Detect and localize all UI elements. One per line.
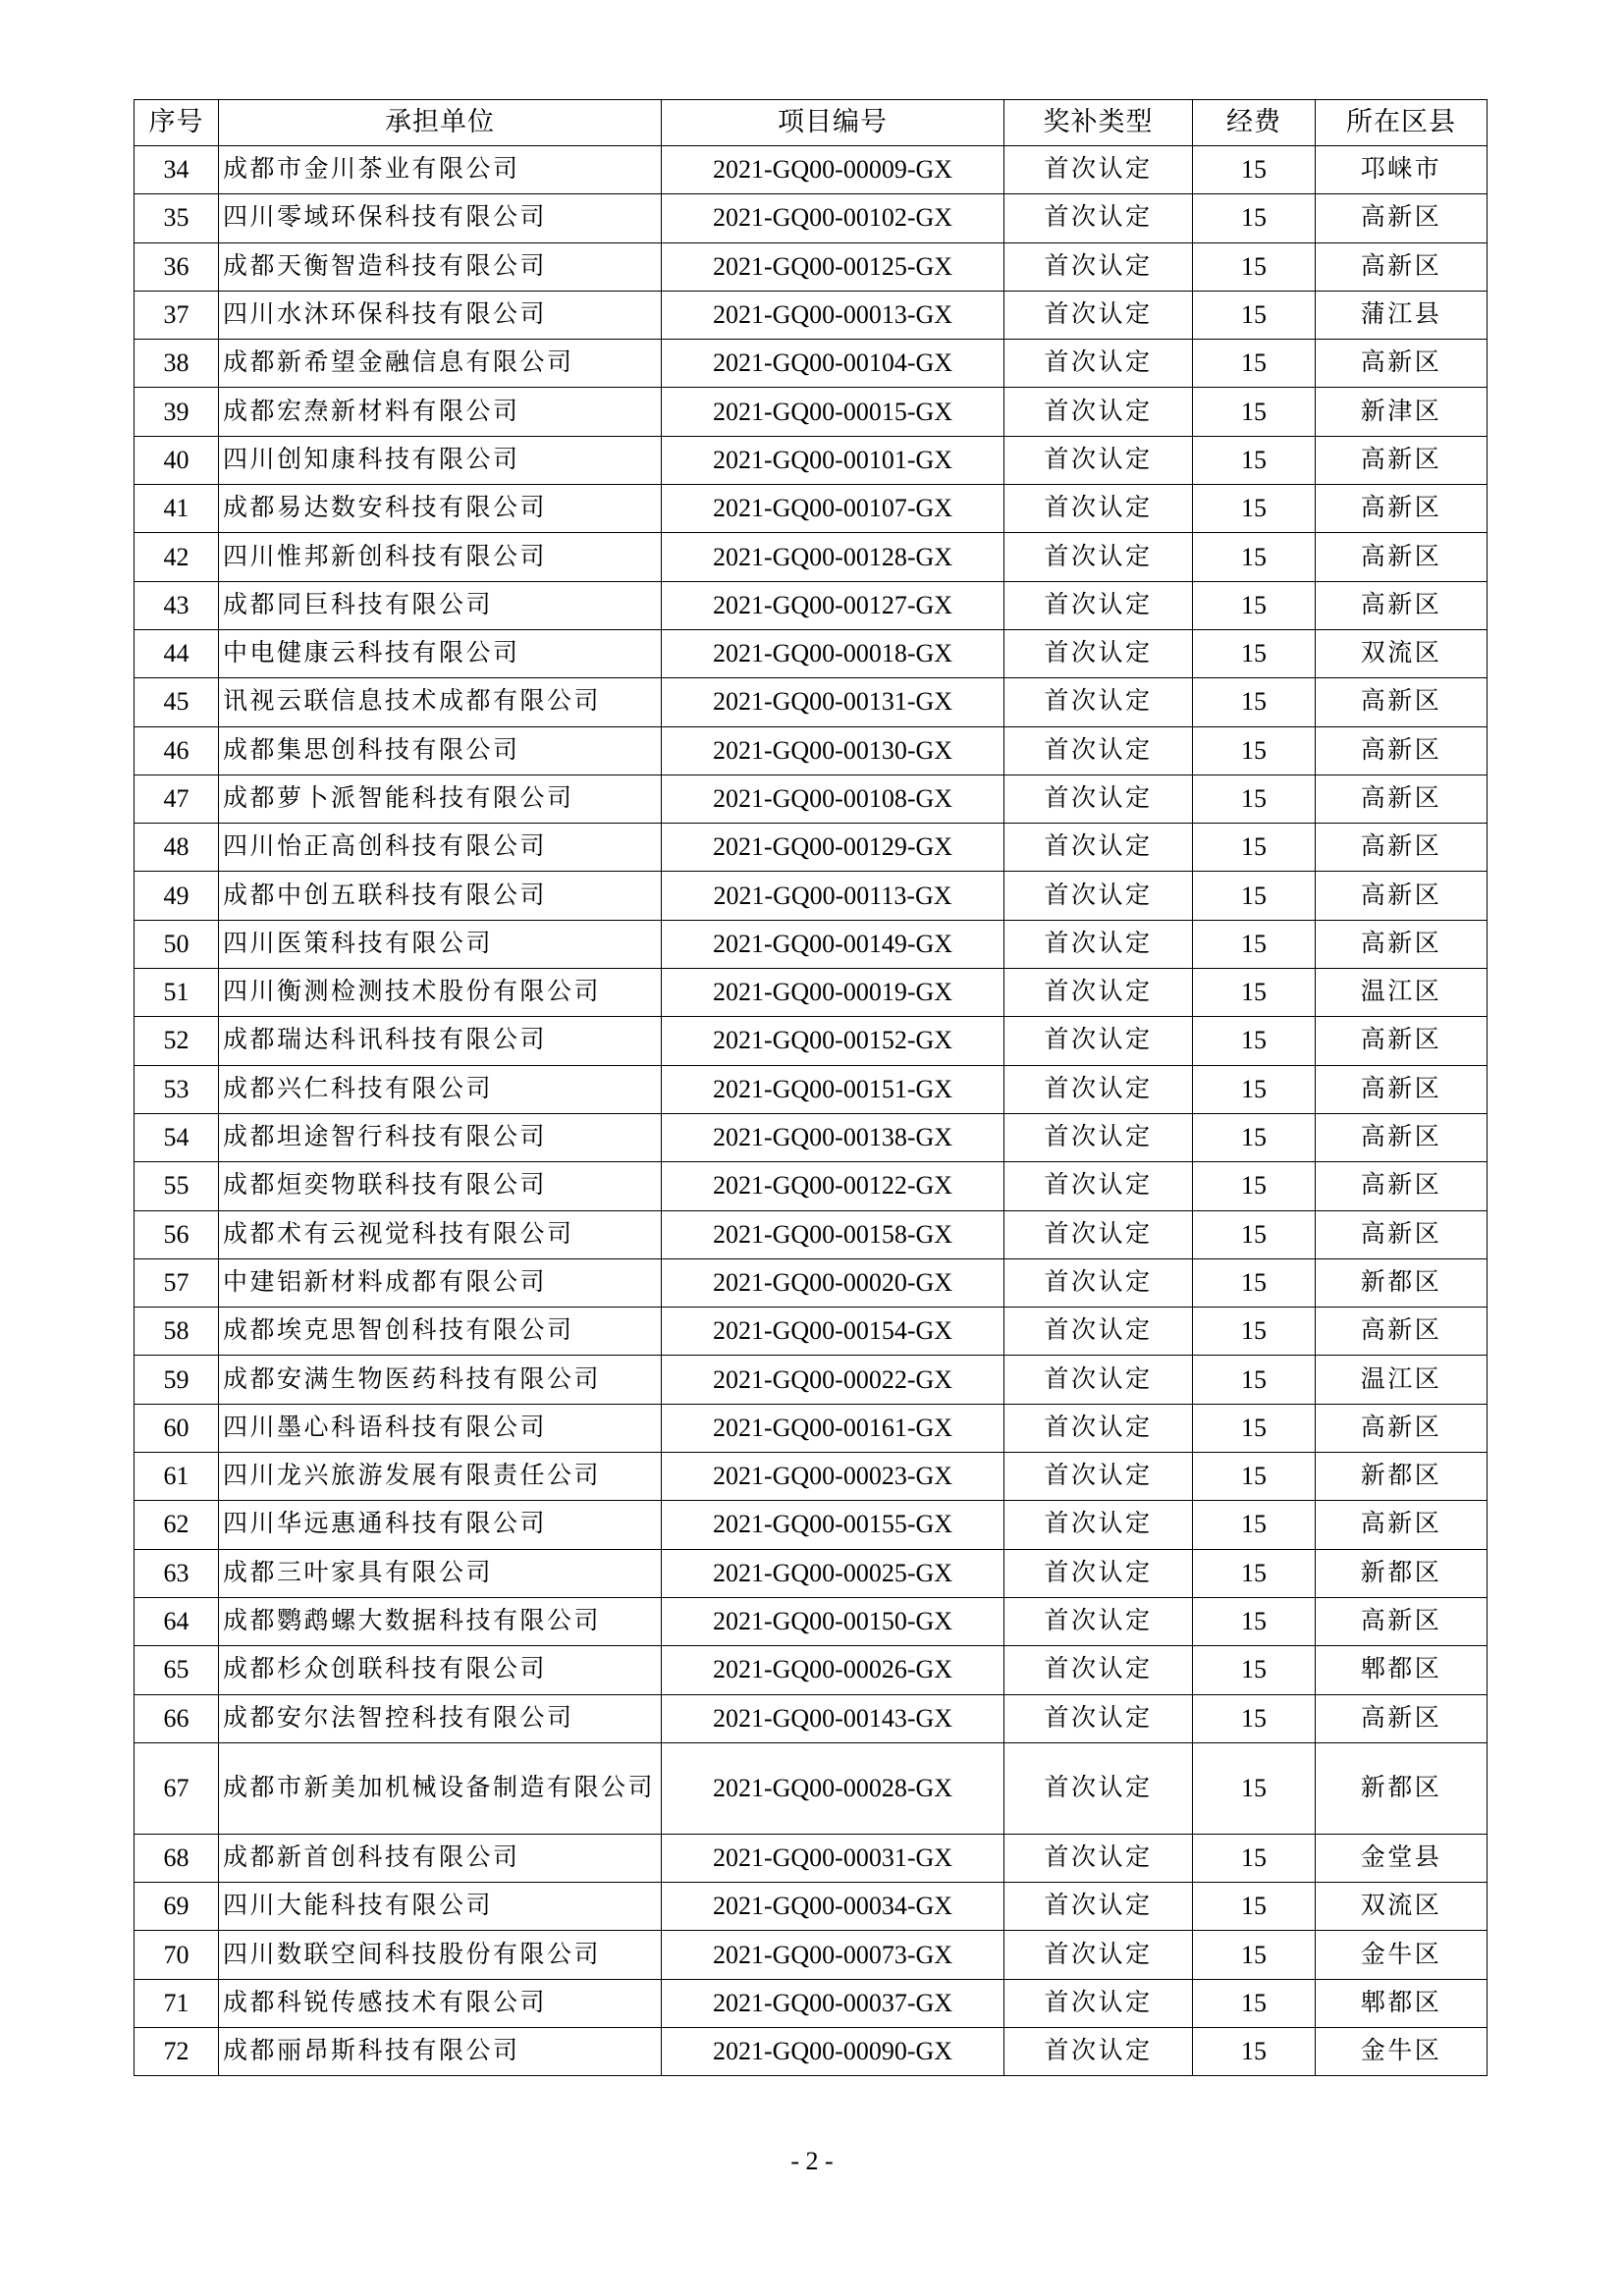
unit-cell: 成都瑞达科讯科技有限公司	[219, 1017, 662, 1065]
project-code-cell: 2021-GQ00-00101-GX	[662, 436, 1004, 484]
district-cell: 高新区	[1316, 678, 1488, 726]
unit-cell: 四川衡测检测技术股份有限公司	[219, 969, 662, 1017]
unit-cell: 成都安尔法智控科技有限公司	[219, 1694, 662, 1742]
project-code-cell: 2021-GQ00-00150-GX	[662, 1597, 1004, 1645]
table-row	[135, 388, 1488, 436]
subsidy-type-cell: 首次认定	[1004, 388, 1193, 436]
unit-cell: 成都兴仁科技有限公司	[219, 1065, 662, 1113]
funding-cell: 15	[1193, 1210, 1316, 1258]
serial-cell: 47	[135, 774, 219, 823]
serial-cell: 44	[135, 629, 219, 677]
funding-cell: 15	[1193, 629, 1316, 677]
subsidy-type-cell: 首次认定	[1004, 1742, 1193, 1834]
subsidy-type-cell: 首次认定	[1004, 872, 1193, 920]
district-cell: 高新区	[1316, 1162, 1488, 1210]
funding-cell: 15	[1193, 726, 1316, 774]
unit-cell: 成都宏焘新材料有限公司	[219, 388, 662, 436]
district-cell: 高新区	[1316, 872, 1488, 920]
table-row	[135, 726, 1488, 774]
unit-cell: 成都易达数安科技有限公司	[219, 485, 662, 533]
district-cell: 高新区	[1316, 1210, 1488, 1258]
serial-cell: 45	[135, 678, 219, 726]
district-cell: 温江区	[1316, 1356, 1488, 1404]
table-row	[135, 291, 1488, 339]
funding-cell: 15	[1193, 581, 1316, 629]
unit-cell: 成都市金川茶业有限公司	[219, 146, 662, 194]
district-cell: 高新区	[1316, 1065, 1488, 1113]
table-row	[135, 1453, 1488, 1501]
funding-cell: 15	[1193, 678, 1316, 726]
serial-cell: 59	[135, 1356, 219, 1404]
unit-cell: 成都三叶家具有限公司	[219, 1549, 662, 1597]
unit-cell: 四川医策科技有限公司	[219, 920, 662, 968]
subsidy-type-cell: 首次认定	[1004, 1113, 1193, 1161]
serial-cell: 61	[135, 1453, 219, 1501]
funding-cell: 15	[1193, 388, 1316, 436]
project-code-cell: 2021-GQ00-00129-GX	[662, 824, 1004, 872]
unit-cell: 成都市新美加机械设备制造有限公司	[219, 1742, 662, 1834]
table-row	[135, 824, 1488, 872]
project-code-cell: 2021-GQ00-00149-GX	[662, 920, 1004, 968]
funding-cell: 15	[1193, 1694, 1316, 1742]
district-cell: 新都区	[1316, 1453, 1488, 1501]
header-project-code: 项目编号	[662, 100, 1004, 146]
funding-cell: 15	[1193, 340, 1316, 388]
table-row	[135, 242, 1488, 291]
district-cell: 金牛区	[1316, 2027, 1488, 2075]
district-cell: 蒲江县	[1316, 291, 1488, 339]
project-code-cell: 2021-GQ00-00026-GX	[662, 1646, 1004, 1694]
header-row	[135, 100, 1488, 146]
subsidy-type-cell: 首次认定	[1004, 1549, 1193, 1597]
table-row	[135, 1065, 1488, 1113]
unit-cell: 四川数联空间科技股份有限公司	[219, 1931, 662, 1979]
project-code-cell: 2021-GQ00-00152-GX	[662, 1017, 1004, 1065]
table-row	[135, 1017, 1488, 1065]
project-code-cell: 2021-GQ00-00104-GX	[662, 340, 1004, 388]
funding-cell: 15	[1193, 485, 1316, 533]
table-row	[135, 1404, 1488, 1452]
subsidy-type-cell: 首次认定	[1004, 1597, 1193, 1645]
project-code-cell: 2021-GQ00-00015-GX	[662, 388, 1004, 436]
project-code-cell: 2021-GQ00-00073-GX	[662, 1931, 1004, 1979]
unit-cell: 成都术有云视觉科技有限公司	[219, 1210, 662, 1258]
serial-cell: 35	[135, 194, 219, 242]
unit-cell: 四川龙兴旅游发展有限责任公司	[219, 1453, 662, 1501]
project-code-cell: 2021-GQ00-00031-GX	[662, 1834, 1004, 1882]
table-row	[135, 969, 1488, 1017]
subsidy-type-cell: 首次认定	[1004, 194, 1193, 242]
unit-cell: 四川墨心科语科技有限公司	[219, 1404, 662, 1452]
funding-cell: 15	[1193, 1017, 1316, 1065]
serial-cell: 68	[135, 1834, 219, 1882]
table-row	[135, 1113, 1488, 1161]
serial-cell: 48	[135, 824, 219, 872]
funding-cell: 15	[1193, 1162, 1316, 1210]
funding-cell: 15	[1193, 1258, 1316, 1307]
funding-cell: 15	[1193, 969, 1316, 1017]
table-row	[135, 1210, 1488, 1258]
unit-cell: 讯视云联信息技术成都有限公司	[219, 678, 662, 726]
funding-cell: 15	[1193, 1356, 1316, 1404]
unit-cell: 四川怡正高创科技有限公司	[219, 824, 662, 872]
project-code-cell: 2021-GQ00-00128-GX	[662, 533, 1004, 581]
serial-cell: 51	[135, 969, 219, 1017]
funding-cell: 15	[1193, 1597, 1316, 1645]
table-row	[135, 1834, 1488, 1882]
district-cell: 新津区	[1316, 388, 1488, 436]
table-row	[135, 1742, 1488, 1834]
project-code-cell: 2021-GQ00-00025-GX	[662, 1549, 1004, 1597]
project-code-cell: 2021-GQ00-00013-GX	[662, 291, 1004, 339]
table-row	[135, 340, 1488, 388]
table-row	[135, 774, 1488, 823]
project-code-cell: 2021-GQ00-00151-GX	[662, 1065, 1004, 1113]
serial-cell: 72	[135, 2027, 219, 2075]
project-code-cell: 2021-GQ00-00131-GX	[662, 678, 1004, 726]
district-cell: 邛崃市	[1316, 146, 1488, 194]
subsidy-type-cell: 首次认定	[1004, 726, 1193, 774]
subsidy-type-cell: 首次认定	[1004, 533, 1193, 581]
serial-cell: 69	[135, 1883, 219, 1931]
funding-cell: 15	[1193, 824, 1316, 872]
district-cell: 金堂县	[1316, 1834, 1488, 1882]
table-row	[135, 678, 1488, 726]
subsidy-type-cell: 首次认定	[1004, 969, 1193, 1017]
funding-cell: 15	[1193, 1979, 1316, 2027]
subsidy-type-cell: 首次认定	[1004, 1453, 1193, 1501]
unit-cell: 中建铝新材料成都有限公司	[219, 1258, 662, 1307]
project-code-cell: 2021-GQ00-00022-GX	[662, 1356, 1004, 1404]
project-code-cell: 2021-GQ00-00154-GX	[662, 1308, 1004, 1356]
funding-cell: 15	[1193, 1834, 1316, 1882]
table-row	[135, 1931, 1488, 1979]
project-code-cell: 2021-GQ00-00113-GX	[662, 872, 1004, 920]
serial-cell: 57	[135, 1258, 219, 1307]
district-cell: 高新区	[1316, 1113, 1488, 1161]
serial-cell: 58	[135, 1308, 219, 1356]
serial-cell: 63	[135, 1549, 219, 1597]
subsidy-type-cell: 首次认定	[1004, 581, 1193, 629]
district-cell: 双流区	[1316, 629, 1488, 677]
serial-cell: 60	[135, 1404, 219, 1452]
subsidy-type-cell: 首次认定	[1004, 824, 1193, 872]
subsidy-type-cell: 首次认定	[1004, 1065, 1193, 1113]
funding-cell: 15	[1193, 774, 1316, 823]
funding-cell: 15	[1193, 194, 1316, 242]
funding-cell: 15	[1193, 1404, 1316, 1452]
unit-cell: 四川创知康科技有限公司	[219, 436, 662, 484]
unit-cell: 成都丽昂斯科技有限公司	[219, 2027, 662, 2075]
unit-cell: 四川惟邦新创科技有限公司	[219, 533, 662, 581]
subsidy-type-cell: 首次认定	[1004, 1501, 1193, 1549]
unit-cell: 中电健康云科技有限公司	[219, 629, 662, 677]
table-row	[135, 1258, 1488, 1307]
serial-cell: 53	[135, 1065, 219, 1113]
project-code-cell: 2021-GQ00-00102-GX	[662, 194, 1004, 242]
project-table	[134, 99, 1488, 2076]
header-district: 所在区县	[1316, 100, 1488, 146]
funding-cell: 15	[1193, 1453, 1316, 1501]
header-serial: 序号	[135, 100, 219, 146]
project-code-cell: 2021-GQ00-00034-GX	[662, 1883, 1004, 1931]
table-row	[135, 1694, 1488, 1742]
serial-cell: 64	[135, 1597, 219, 1645]
funding-cell: 15	[1193, 1931, 1316, 1979]
subsidy-type-cell: 首次认定	[1004, 1979, 1193, 2027]
unit-cell: 成都天衡智造科技有限公司	[219, 242, 662, 291]
subsidy-type-cell: 首次认定	[1004, 1258, 1193, 1307]
serial-cell: 43	[135, 581, 219, 629]
serial-cell: 34	[135, 146, 219, 194]
table-row	[135, 1979, 1488, 2027]
unit-cell: 四川大能科技有限公司	[219, 1883, 662, 1931]
table-row	[135, 194, 1488, 242]
district-cell: 高新区	[1316, 1404, 1488, 1452]
district-cell: 高新区	[1316, 485, 1488, 533]
unit-cell: 成都同巨科技有限公司	[219, 581, 662, 629]
funding-cell: 15	[1193, 1113, 1316, 1161]
header-funding: 经费	[1193, 100, 1316, 146]
serial-cell: 52	[135, 1017, 219, 1065]
district-cell: 新都区	[1316, 1742, 1488, 1834]
funding-cell: 15	[1193, 146, 1316, 194]
project-code-cell: 2021-GQ00-00107-GX	[662, 485, 1004, 533]
table-row	[135, 1308, 1488, 1356]
project-code-cell: 2021-GQ00-00130-GX	[662, 726, 1004, 774]
subsidy-type-cell: 首次认定	[1004, 1356, 1193, 1404]
table-row	[135, 485, 1488, 533]
unit-cell: 成都坦途智行科技有限公司	[219, 1113, 662, 1161]
funding-cell: 15	[1193, 1646, 1316, 1694]
funding-cell: 15	[1193, 291, 1316, 339]
header-subsidy-type: 奖补类型	[1004, 100, 1193, 146]
table-row	[135, 872, 1488, 920]
subsidy-type-cell: 首次认定	[1004, 1694, 1193, 1742]
project-code-cell: 2021-GQ00-00090-GX	[662, 2027, 1004, 2075]
subsidy-type-cell: 首次认定	[1004, 146, 1193, 194]
district-cell: 高新区	[1316, 920, 1488, 968]
district-cell: 双流区	[1316, 1883, 1488, 1931]
subsidy-type-cell: 首次认定	[1004, 1017, 1193, 1065]
subsidy-type-cell: 首次认定	[1004, 1883, 1193, 1931]
subsidy-type-cell: 首次认定	[1004, 774, 1193, 823]
serial-cell: 55	[135, 1162, 219, 1210]
project-code-cell: 2021-GQ00-00037-GX	[662, 1979, 1004, 2027]
funding-cell: 15	[1193, 533, 1316, 581]
district-cell: 高新区	[1316, 436, 1488, 484]
project-code-cell: 2021-GQ00-00028-GX	[662, 1742, 1004, 1834]
funding-cell: 15	[1193, 1549, 1316, 1597]
district-cell: 高新区	[1316, 242, 1488, 291]
subsidy-type-cell: 首次认定	[1004, 1404, 1193, 1452]
funding-cell: 15	[1193, 1883, 1316, 1931]
serial-cell: 65	[135, 1646, 219, 1694]
table-row	[135, 629, 1488, 677]
serial-cell: 54	[135, 1113, 219, 1161]
table-row	[135, 1162, 1488, 1210]
district-cell: 高新区	[1316, 1308, 1488, 1356]
subsidy-type-cell: 首次认定	[1004, 1210, 1193, 1258]
district-cell: 温江区	[1316, 969, 1488, 1017]
serial-cell: 46	[135, 726, 219, 774]
district-cell: 高新区	[1316, 1694, 1488, 1742]
project-code-cell: 2021-GQ00-00018-GX	[662, 629, 1004, 677]
unit-cell: 成都中创五联科技有限公司	[219, 872, 662, 920]
district-cell: 高新区	[1316, 1501, 1488, 1549]
unit-cell: 成都新希望金融信息有限公司	[219, 340, 662, 388]
project-code-cell: 2021-GQ00-00158-GX	[662, 1210, 1004, 1258]
project-code-cell: 2021-GQ00-00009-GX	[662, 146, 1004, 194]
serial-cell: 39	[135, 388, 219, 436]
project-code-cell: 2021-GQ00-00108-GX	[662, 774, 1004, 823]
district-cell: 高新区	[1316, 774, 1488, 823]
subsidy-type-cell: 首次认定	[1004, 485, 1193, 533]
subsidy-type-cell: 首次认定	[1004, 242, 1193, 291]
project-code-cell: 2021-GQ00-00020-GX	[662, 1258, 1004, 1307]
project-code-cell: 2021-GQ00-00122-GX	[662, 1162, 1004, 1210]
district-cell: 高新区	[1316, 340, 1488, 388]
table-row	[135, 2027, 1488, 2075]
unit-cell: 四川零域环保科技有限公司	[219, 194, 662, 242]
serial-cell: 36	[135, 242, 219, 291]
project-code-cell: 2021-GQ00-00023-GX	[662, 1453, 1004, 1501]
district-cell: 新都区	[1316, 1549, 1488, 1597]
table-row	[135, 1883, 1488, 1931]
subsidy-type-cell: 首次认定	[1004, 291, 1193, 339]
subsidy-type-cell: 首次认定	[1004, 436, 1193, 484]
funding-cell: 15	[1193, 436, 1316, 484]
funding-cell: 15	[1193, 1501, 1316, 1549]
unit-cell: 四川水沐环保科技有限公司	[219, 291, 662, 339]
project-code-cell: 2021-GQ00-00019-GX	[662, 969, 1004, 1017]
district-cell: 高新区	[1316, 726, 1488, 774]
table-row	[135, 1549, 1488, 1597]
unit-cell: 成都烜奕物联科技有限公司	[219, 1162, 662, 1210]
unit-cell: 成都鹦鹉螺大数据科技有限公司	[219, 1597, 662, 1645]
unit-cell: 成都新首创科技有限公司	[219, 1834, 662, 1882]
district-cell: 新都区	[1316, 1258, 1488, 1307]
serial-cell: 49	[135, 872, 219, 920]
district-cell: 郫都区	[1316, 1646, 1488, 1694]
project-code-cell: 2021-GQ00-00155-GX	[662, 1501, 1004, 1549]
unit-cell: 四川华远惠通科技有限公司	[219, 1501, 662, 1549]
funding-cell: 15	[1193, 920, 1316, 968]
subsidy-type-cell: 首次认定	[1004, 629, 1193, 677]
subsidy-type-cell: 首次认定	[1004, 1308, 1193, 1356]
unit-cell: 成都科锐传感技术有限公司	[219, 1979, 662, 2027]
table-row	[135, 146, 1488, 194]
subsidy-type-cell: 首次认定	[1004, 1931, 1193, 1979]
serial-cell: 37	[135, 291, 219, 339]
page-number: - 2 -	[790, 2147, 834, 2175]
subsidy-type-cell: 首次认定	[1004, 340, 1193, 388]
unit-cell: 成都埃克思智创科技有限公司	[219, 1308, 662, 1356]
table-body	[135, 146, 1488, 2076]
unit-cell: 成都杉众创联科技有限公司	[219, 1646, 662, 1694]
serial-cell: 66	[135, 1694, 219, 1742]
table-row	[135, 1646, 1488, 1694]
funding-cell: 15	[1193, 1308, 1316, 1356]
serial-cell: 41	[135, 485, 219, 533]
subsidy-type-cell: 首次认定	[1004, 1646, 1193, 1694]
district-cell: 郫都区	[1316, 1979, 1488, 2027]
project-code-cell: 2021-GQ00-00125-GX	[662, 242, 1004, 291]
table-row	[135, 1356, 1488, 1404]
unit-cell: 成都安满生物医药科技有限公司	[219, 1356, 662, 1404]
district-cell: 高新区	[1316, 533, 1488, 581]
project-code-cell: 2021-GQ00-00127-GX	[662, 581, 1004, 629]
district-cell: 高新区	[1316, 824, 1488, 872]
table-header	[135, 100, 1488, 146]
district-cell: 高新区	[1316, 581, 1488, 629]
funding-cell: 15	[1193, 1065, 1316, 1113]
district-cell: 高新区	[1316, 194, 1488, 242]
district-cell: 金牛区	[1316, 1931, 1488, 1979]
project-code-cell: 2021-GQ00-00138-GX	[662, 1113, 1004, 1161]
serial-cell: 70	[135, 1931, 219, 1979]
funding-cell: 15	[1193, 2027, 1316, 2075]
district-cell: 高新区	[1316, 1597, 1488, 1645]
serial-cell: 50	[135, 920, 219, 968]
serial-cell: 38	[135, 340, 219, 388]
serial-cell: 62	[135, 1501, 219, 1549]
subsidy-type-cell: 首次认定	[1004, 920, 1193, 968]
unit-cell: 成都萝卜派智能科技有限公司	[219, 774, 662, 823]
table-row	[135, 533, 1488, 581]
serial-cell: 42	[135, 533, 219, 581]
funding-cell: 15	[1193, 872, 1316, 920]
subsidy-type-cell: 首次认定	[1004, 678, 1193, 726]
header-unit: 承担单位	[219, 100, 662, 146]
serial-cell: 56	[135, 1210, 219, 1258]
district-cell: 高新区	[1316, 1017, 1488, 1065]
table-row	[135, 1501, 1488, 1549]
funding-cell: 15	[1193, 242, 1316, 291]
table-row	[135, 436, 1488, 484]
project-code-cell: 2021-GQ00-00143-GX	[662, 1694, 1004, 1742]
table-row	[135, 581, 1488, 629]
table-row	[135, 920, 1488, 968]
subsidy-type-cell: 首次认定	[1004, 2027, 1193, 2075]
funding-cell: 15	[1193, 1742, 1316, 1834]
serial-cell: 71	[135, 1979, 219, 2027]
subsidy-type-cell: 首次认定	[1004, 1162, 1193, 1210]
subsidy-type-cell: 首次认定	[1004, 1834, 1193, 1882]
project-code-cell: 2021-GQ00-00161-GX	[662, 1404, 1004, 1452]
serial-cell: 40	[135, 436, 219, 484]
table-row	[135, 1597, 1488, 1645]
unit-cell: 成都集思创科技有限公司	[219, 726, 662, 774]
serial-cell: 67	[135, 1742, 219, 1834]
